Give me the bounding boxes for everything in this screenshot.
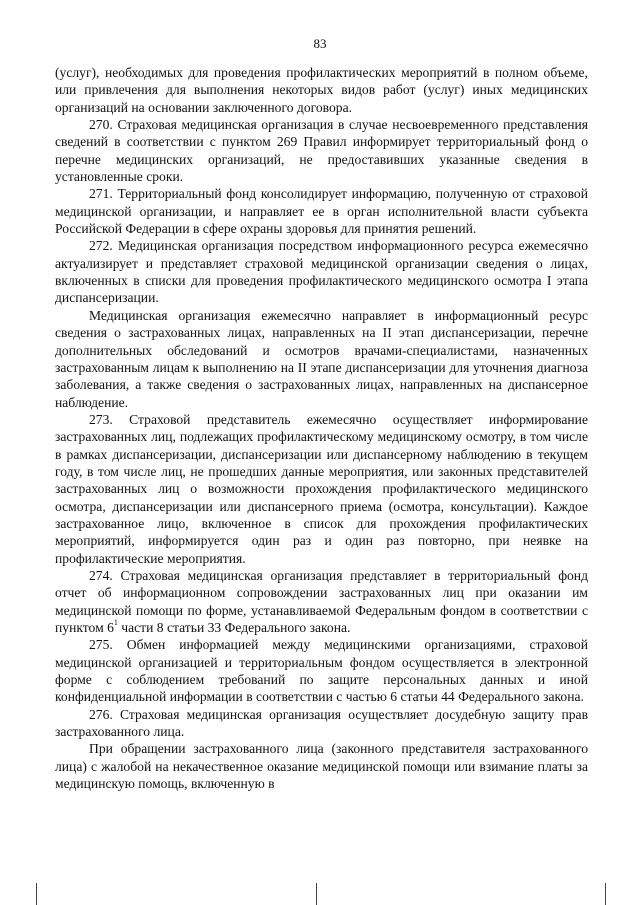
paragraph-272: 272. Медицинская организация посредством информационного ресурса ежемесячно актуализирует и представляет страховой медицинской организации сведения о лицах, включенных в списки для проведения профилактического медицинского осмотра I этапа диспансеризации. bbox=[55, 238, 588, 306]
paragraph-274 bbox=[55, 567, 588, 636]
paragraph-272-continued: Медицинская организация ежемесячно направляет в информационный ресурс сведения о застрахованных лицах, направленных на II этап диспансеризации, перечне дополнительных обследований и осмотров врачами-специалистами, назначенных застрахованным лицам к выполнению на II этапе диспансеризации для уточнения диагноза заболевания, а также сведения о застрахованных лицах, направленных на диспансерное наблюдение. bbox=[55, 307, 588, 410]
page-number: 83 bbox=[313, 36, 327, 51]
footnote-superscript: 1 bbox=[113, 618, 118, 628]
document-body bbox=[55, 64, 588, 792]
paragraph-276-continued: При обращении застрахованного лица (законного представителя застрахованного лица) с жалобой на некачественное оказание медицинской помощи или взимание платы за медицинскую помощь, включенную в bbox=[55, 741, 588, 792]
paragraph-271: 271. Территориальный фонд консолидирует информацию, полученную от страховой медицинской организации, и направляет ее в орган исполнительной власти субъекта Российской Федерации в сфере охраны здоровья для принятия решений. bbox=[55, 186, 588, 237]
paragraph-274-tail: части 8 статьи 33 Федерального закона. bbox=[117, 620, 351, 635]
paragraph-275: 275. Обмен информацией между медицинскими организациями, страховой медицинской организацией и территориальным фондом осуществляется в электронной форме с соблюдением требований по защите персональных данных и иной конфиденциальной информации в соответствии с частью 6 статьи 44 Федерального закона. bbox=[55, 637, 588, 705]
scan-edge-mark bbox=[605, 883, 606, 905]
paragraph-270: 270. Страховая медицинская организация в случае несвоевременного представления сведений в соответствии с пунктом 269 Правил информирует территориальный фонд о перечне медицинских организаций, не предоставивших указанные сведения в установленные сроки. bbox=[55, 117, 588, 185]
paragraph-continuation: (услуг), необходимых для проведения профилактических мероприятий в полном объеме, или привлечения для выполнения некоторых видов работ (услуг) иных медицинских организаций на основании заключенного договора. bbox=[55, 65, 588, 115]
scan-edge-mark bbox=[36, 883, 37, 905]
paragraph-276: 276. Страховая медицинская организация осуществляет досудебную защиту прав застрахованного лица. bbox=[55, 706, 588, 740]
paragraph-274-text: 274. Страховая медицинская организация представляет в территориальный фонд отчет об информационном сопровождении застрахованных лиц при оказании им медицинской помощи по форме, устанавливаемой Федеральным фондом в соответствии с пунктом 6 bbox=[55, 567, 588, 635]
paragraph-273: 273. Страховой представитель ежемесячно осуществляет информирование застрахованных лиц, подлежащих профилактическому медицинскому осмотру, в том числе в рамках диспансеризации, диспансеризации или диспансерному наблюдению в текущем году, в том числе лиц, не прошедших данные мероприятия, или законных представителей застрахованных лиц о возможности прохождения профилактического медицинского осмотра, диспансеризации или диспансерного приема (осмотра, консультации). Каждое застрахованное лицо, включенное в список для прохождения профилактических мероприятий, информируется один раз и один раз повторно, при неявке на профилактические мероприятия. bbox=[55, 411, 588, 566]
scan-edge-mark bbox=[316, 883, 317, 905]
